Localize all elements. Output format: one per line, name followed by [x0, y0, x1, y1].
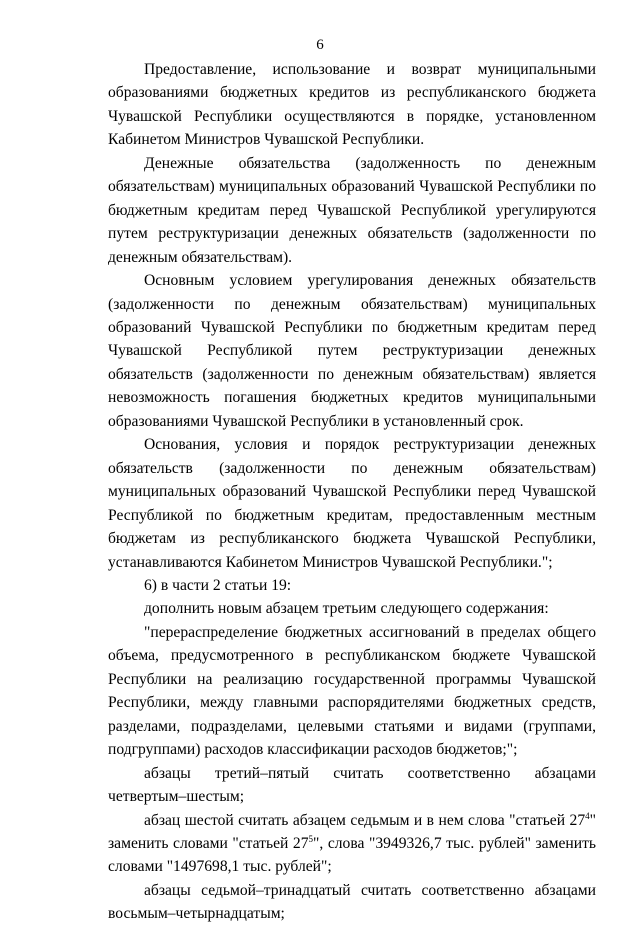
paragraph: Предоставление, использование и возврат муниципальными образованиями бюджетных кредитов из республиканского бюджета Чувашской Республики осуществляются в порядке, установленном Кабинетом Министров Чувашской Республики.	[108, 61, 596, 149]
paragraph: Основания, условия и порядок реструктуризации денежных обязательств (задолженности по денежным обязательствам) муниципальных образований Чувашской Республики перед Чувашской Республикой по бюджетным кредитам, предоставленным местным бюджетам из республиканского бюджета Чувашской Республики, устанавливаются Кабинетом Министров Чувашской Республики.";	[108, 436, 596, 571]
page-number: 6	[316, 37, 324, 53]
paragraph-with-superscripts	[108, 809, 596, 879]
paragraph: "перераспределение бюджетных ассигнований в пределах общего объема, предусмотренного в республиканском бюджете Чувашской Республики на реализацию государственной программы Чувашской Республики, между главными распорядителями бюджетных средств, разделами, подразделами, целевыми статьями и видами (группами, подгруппами) расходов классификации расходов бюджетов;";	[108, 623, 596, 759]
paragraph-text: абзац шестой считать абзацем седьмым и в нем слова "статьей 27	[144, 811, 586, 829]
paragraph-text: ", слова "3949326,7 тыс. рублей" заменить словами "1497698,1 тыс. рублей";	[108, 834, 596, 876]
paragraph: 6) в части 2 статьи 19:	[144, 576, 292, 594]
paragraph: Основным условием урегулирования денежных обязательств (задолженности по денежным обязательствам) муниципальных образований Чувашской Республики по бюджетным кредитам перед Чувашской Республикой путем реструктуризации денежных обязательств (задолженности по денежным обязательствам) является невозможность погашения бюджетных кредитов муниципальными образованиями Чувашской Республики в установленный срок.	[108, 272, 596, 430]
paragraph: абзацы третий–пятый считать соответственно абзацами четвертым–шестым;	[108, 764, 596, 806]
paragraph: дополнить новым абзацем третьим следующего содержания:	[144, 600, 549, 618]
document-body	[108, 58, 596, 926]
superscript: 5	[308, 833, 314, 844]
paragraph: абзацы седьмой–тринадцатый считать соответственно абзацами восьмым–четырнадцатым;	[108, 881, 596, 923]
superscript: 4	[585, 810, 590, 821]
paragraph: Денежные обязательства (задолженность по денежным обязательствам) муниципальных образований Чувашской Республики по бюджетным кредитам перед Чувашской Республикой урегулируются путем реструктуризации денежных обязательств (задолженности по денежным обязательствам).	[108, 154, 596, 266]
paragraph-text: " заменить словами "статьей 27	[108, 811, 596, 852]
